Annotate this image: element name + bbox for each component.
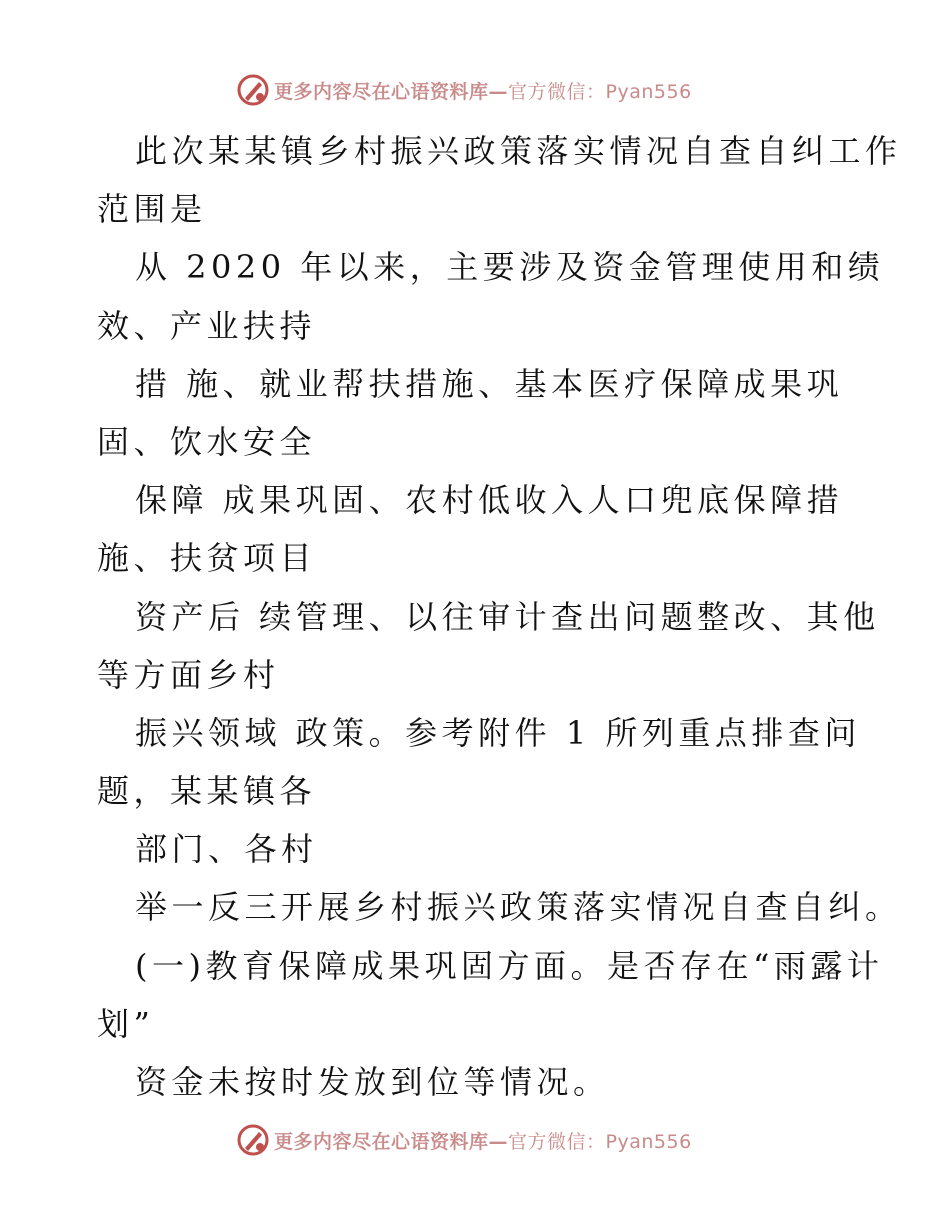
- paragraph-line: 资产后 续管理、以往审计查出问题整改、其他: [135, 597, 880, 636]
- paragraph-line: (一)教育保障成果巩固方面。是否存在“雨露计: [135, 946, 884, 985]
- paragraph-line: 资金未按时发放到位等情况。: [135, 1063, 610, 1101]
- paragraph-line: 等方面乡村: [97, 655, 280, 694]
- paragraph-line: 此次某某镇乡村振兴政策落实情况自查自纠工作: [135, 132, 902, 170]
- paragraph-line: 固、饮水安全: [97, 422, 317, 461]
- paragraph-line: 题，某某镇各: [97, 772, 317, 811]
- footer-banner-wechat: 官方微信：Pyan556: [508, 1130, 692, 1153]
- pen-logo-icon: [236, 1123, 270, 1157]
- paragraph-line: 部门、各村: [135, 830, 318, 869]
- header-banner-wechat: 官方微信：Pyan556: [508, 80, 692, 103]
- footer-banner-text: 更多内容尽在心语资料库—官方微信：Pyan556: [274, 1130, 692, 1153]
- header-banner: [236, 72, 692, 108]
- pen-logo-icon: [236, 73, 270, 107]
- footer-banner: [236, 1122, 692, 1158]
- paragraph-line: 施、扶贫项目: [97, 539, 317, 578]
- paragraph-line: 从 2020 年以来，主要涉及资金管理使用和绩: [135, 248, 885, 287]
- paragraph-line: 措 施、就业帮扶措施、基本医疗保障成果巩: [135, 364, 844, 403]
- paragraph-line: 振兴领域 政策。参考附件 1 所列重点排查问: [135, 713, 861, 752]
- paragraph-line: 划”: [97, 1004, 155, 1043]
- paragraph-line: 保障 成果巩固、农村低收入人口兜底保障措: [135, 481, 844, 520]
- paragraph-line: 范围是: [97, 190, 207, 229]
- paragraph-line: 效、产业扶持: [97, 306, 317, 345]
- document-body: [97, 122, 902, 1111]
- paragraph-line: 举一反三开展乡村振兴政策落实情况自查自纠。: [135, 888, 902, 927]
- header-banner-text: 更多内容尽在心语资料库—官方微信：Pyan556: [274, 80, 692, 103]
